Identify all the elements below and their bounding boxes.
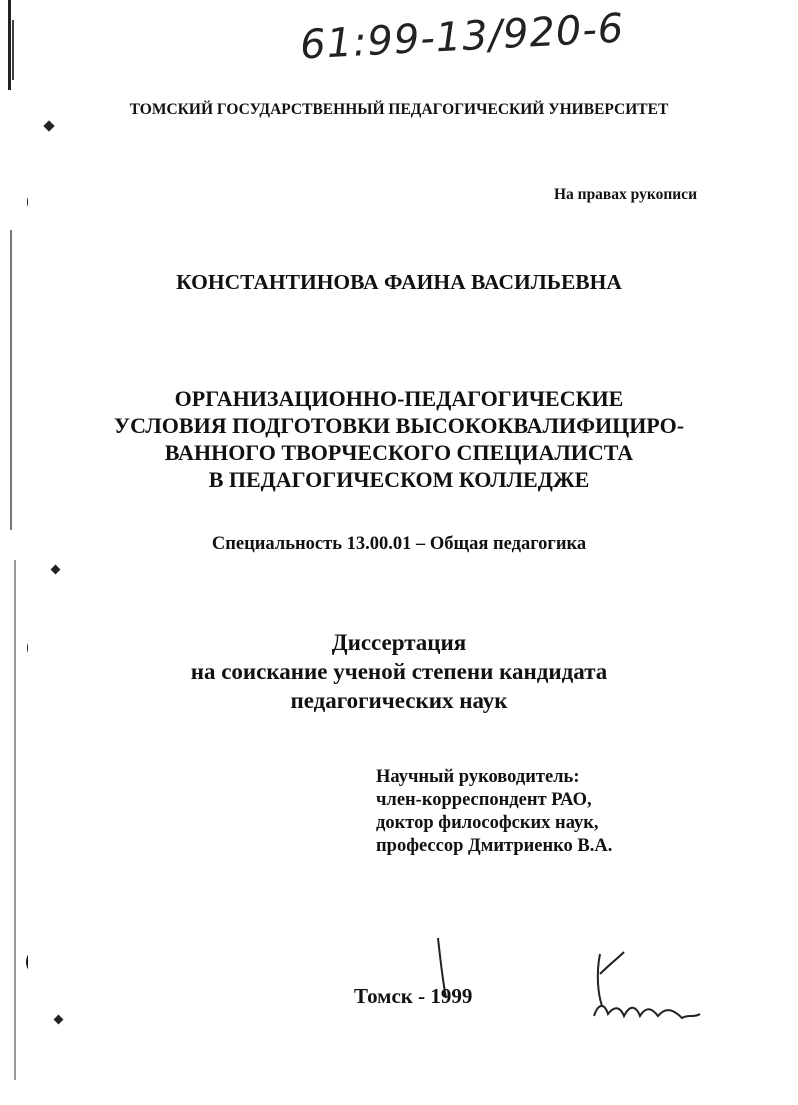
title-line: ВАННОГО ТВОРЧЕСКОГО СПЕЦИАЛИСТА [164, 440, 634, 465]
scan-dot [54, 1015, 64, 1025]
signature-image [578, 944, 718, 1024]
supervisor-line: член-корреспондент РАО, [376, 790, 592, 810]
supervisor-line: профессор Дмитриенко В.А. [376, 836, 613, 856]
dissertation-degree [0, 628, 798, 715]
scientific-supervisor [376, 766, 612, 858]
archive-handwritten-number: 61:99-13/920-6 [299, 5, 626, 69]
specialty-line: Специальность 13.00.01 – Общая педагогика [211, 534, 587, 554]
degree-line: педагогических наук [290, 688, 508, 713]
scan-dot [43, 120, 54, 131]
title-line: ОРГАНИЗАЦИОННО-ПЕДАГОГИЧЕСКИЕ [174, 386, 624, 411]
scan-dot [51, 565, 61, 575]
title-line: УСЛОВИЯ ПОДГОТОВКИ ВЫСОКОКВАЛИФИЦИРО- [113, 413, 685, 438]
author-name: КОНСТАНТИНОВА ФАИНА ВАСИЛЬЕВНА [176, 270, 622, 294]
dissertation-title [0, 385, 798, 493]
degree-line: Диссертация [331, 630, 467, 655]
supervisor-line: доктор философских наук, [376, 813, 599, 833]
city-year: Томск - 1999 [354, 984, 473, 1008]
degree-line: на соискание ученой степени кандидата [190, 659, 608, 684]
university-name: ТОМСКИЙ ГОСУДАРСТВЕННЫЙ ПЕДАГОГИЧЕСКИЙ УНИВЕРСИТЕТ [129, 101, 669, 118]
supervisor-line: Научный руководитель: [376, 767, 580, 787]
rights-note: На правах рукописи [553, 186, 697, 203]
title-line: В ПЕДАГОГИЧЕСКОМ КОЛЛЕДЖЕ [208, 467, 590, 492]
